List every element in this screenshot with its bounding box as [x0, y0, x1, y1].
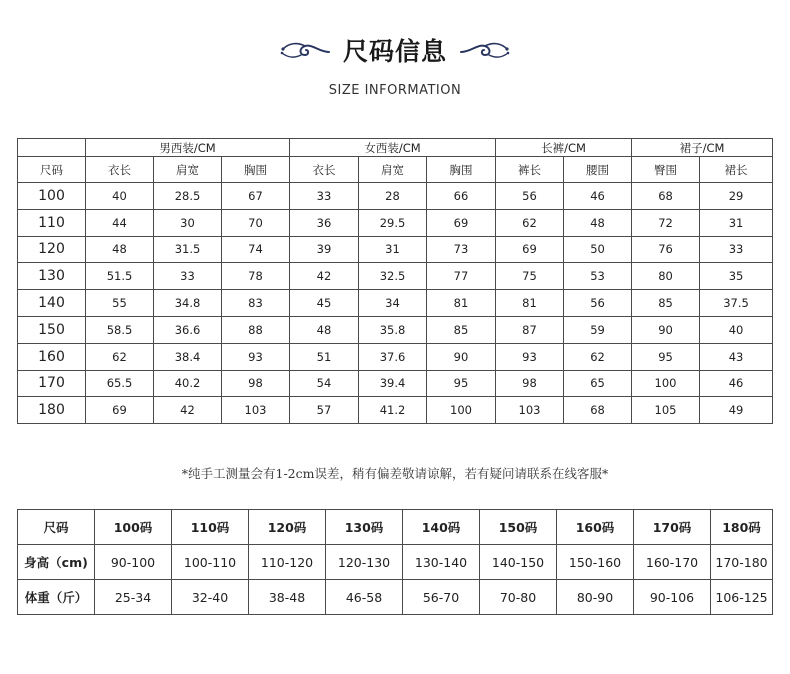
range-cell: 130-140: [403, 545, 480, 580]
range-cell: 56-70: [403, 580, 480, 615]
measurement-cell: 69: [427, 209, 496, 236]
column-header: 裤长: [496, 157, 564, 183]
weight-header-cell: 170码: [634, 510, 711, 545]
measurement-cell: 48: [290, 316, 359, 343]
size-label-cell: 100: [18, 183, 86, 210]
size-label-cell: 180: [18, 397, 86, 424]
measurement-cell: 46: [564, 183, 632, 210]
range-cell: 140-150: [480, 545, 557, 580]
weight-header-cell: 130码: [326, 510, 403, 545]
table-column-header-row: [18, 157, 773, 183]
measurement-cell: 57: [290, 397, 359, 424]
page-subtitle: SIZE INFORMATION: [328, 83, 462, 98]
measurement-cell: 34.8: [154, 290, 222, 317]
measurement-cell: 88: [222, 316, 290, 343]
measurement-cell: 69: [86, 397, 154, 424]
range-cell: 120-130: [326, 545, 403, 580]
weight-header-cell: 100码: [95, 510, 172, 545]
measurement-cell: 87: [496, 316, 564, 343]
corner-cell: [18, 139, 86, 157]
column-header: 衣长: [86, 157, 154, 183]
measurement-cell: 42: [154, 397, 222, 424]
height-weight-table: [17, 509, 773, 615]
range-cell: 150-160: [557, 545, 634, 580]
range-cell: 170-180: [711, 545, 773, 580]
measurement-cell: 74: [222, 236, 290, 263]
column-header: 臀围: [632, 157, 700, 183]
table-row: [18, 236, 773, 263]
column-header: 衣长: [290, 157, 359, 183]
table-row: [18, 370, 773, 397]
measurement-cell: 100: [427, 397, 496, 424]
weight-header-cell: 110码: [172, 510, 249, 545]
weight-header-cell: 120码: [249, 510, 326, 545]
table-group-header-row: [18, 139, 773, 157]
measurement-cell: 33: [290, 183, 359, 210]
table-row: [18, 263, 773, 290]
measurement-cell: 75: [496, 263, 564, 290]
measurement-cell: 43: [700, 343, 773, 370]
measurement-cell: 54: [290, 370, 359, 397]
measurement-cell: 48: [86, 236, 154, 263]
size-label-cell: 120: [18, 236, 86, 263]
weight-header-cell: 150码: [480, 510, 557, 545]
range-cell: 90-100: [95, 545, 172, 580]
measurement-cell: 35.8: [359, 316, 427, 343]
height-row: [18, 545, 773, 580]
measurement-cell: 105: [632, 397, 700, 424]
measurement-cell: 33: [154, 263, 222, 290]
measurement-cell: 72: [632, 209, 700, 236]
page-header: [0, 30, 790, 98]
measurement-cell: 37.6: [359, 343, 427, 370]
range-cell: 160-170: [634, 545, 711, 580]
measurement-cell: 68: [632, 183, 700, 210]
size-label-cell: 170: [18, 370, 86, 397]
group-header-skirt: 裙子/CM: [632, 139, 773, 157]
measurement-cell: 98: [222, 370, 290, 397]
measurement-cell: 34: [359, 290, 427, 317]
table-row: [18, 316, 773, 343]
size-label-cell: 160: [18, 343, 86, 370]
column-header-size: 尺码: [18, 157, 86, 183]
measurement-cell: 36.6: [154, 316, 222, 343]
measurement-cell: 103: [496, 397, 564, 424]
measurement-cell: 44: [86, 209, 154, 236]
measurement-cell: 73: [427, 236, 496, 263]
row-label-cell: 身高（cm): [18, 545, 95, 580]
measurement-cell: 80: [632, 263, 700, 290]
measurement-cell: 103: [222, 397, 290, 424]
range-cell: 46-58: [326, 580, 403, 615]
measurement-cell: 38.4: [154, 343, 222, 370]
measurement-cell: 70: [222, 209, 290, 236]
group-header-trousers: 长裤/CM: [496, 139, 632, 157]
measurement-disclaimer-note: *纯手工测量会有1-2cm误差，稍有偏差敬请谅解，若有疑问请联系在线客服*: [181, 466, 609, 481]
left-flourish-ornament: [279, 38, 331, 62]
weight-header-cell: 140码: [403, 510, 480, 545]
measurement-cell: 100: [632, 370, 700, 397]
size-measurement-table: [17, 138, 773, 424]
measurement-cell: 53: [564, 263, 632, 290]
measurement-cell: 65: [564, 370, 632, 397]
measurement-cell: 40.2: [154, 370, 222, 397]
measurement-cell: 40: [86, 183, 154, 210]
measurement-cell: 90: [427, 343, 496, 370]
measurement-cell: 56: [496, 183, 564, 210]
measurement-cell: 58.5: [86, 316, 154, 343]
weight-header-cell: 180码: [711, 510, 773, 545]
table-row: [18, 209, 773, 236]
range-cell: 110-120: [249, 545, 326, 580]
measurement-cell: 48: [564, 209, 632, 236]
range-cell: 106-125: [711, 580, 773, 615]
measurement-cell: 40: [700, 316, 773, 343]
page-title: 尺码信息: [342, 37, 447, 66]
measurement-cell: 28.5: [154, 183, 222, 210]
range-cell: 100-110: [172, 545, 249, 580]
column-header: 肩宽: [359, 157, 427, 183]
measurement-cell: 41.2: [359, 397, 427, 424]
measurement-cell: 78: [222, 263, 290, 290]
measurement-cell: 85: [632, 290, 700, 317]
column-header: 肩宽: [154, 157, 222, 183]
range-cell: 90-106: [634, 580, 711, 615]
measurement-cell: 32.5: [359, 263, 427, 290]
measurement-cell: 42: [290, 263, 359, 290]
table-row: [18, 343, 773, 370]
measurement-cell: 39.4: [359, 370, 427, 397]
size-label-cell: 150: [18, 316, 86, 343]
column-header: 胸围: [427, 157, 496, 183]
size-label-cell: 130: [18, 263, 86, 290]
group-header-womens-suit: 女西装/CM: [290, 139, 496, 157]
measurement-cell: 67: [222, 183, 290, 210]
weight-header-cell: 160码: [557, 510, 634, 545]
measurement-cell: 51.5: [86, 263, 154, 290]
measurement-cell: 81: [496, 290, 564, 317]
weight-table-header-row: [18, 510, 773, 545]
range-cell: 70-80: [480, 580, 557, 615]
measurement-cell: 51: [290, 343, 359, 370]
measurement-cell: 49: [700, 397, 773, 424]
measurement-cell: 95: [632, 343, 700, 370]
range-cell: 32-40: [172, 580, 249, 615]
measurement-cell: 95: [427, 370, 496, 397]
measurement-cell: 65.5: [86, 370, 154, 397]
measurement-cell: 35: [700, 263, 773, 290]
measurement-cell: 76: [632, 236, 700, 263]
range-cell: 38-48: [249, 580, 326, 615]
weight-table-body: [18, 545, 773, 615]
measurement-cell: 31: [359, 236, 427, 263]
size-label-cell: 140: [18, 290, 86, 317]
measurement-cell: 66: [427, 183, 496, 210]
table-row: [18, 397, 773, 424]
measurement-cell: 31: [700, 209, 773, 236]
measurement-cell: 29.5: [359, 209, 427, 236]
measurement-cell: 36: [290, 209, 359, 236]
measurement-cell: 39: [290, 236, 359, 263]
title-row: [0, 30, 790, 70]
range-cell: 80-90: [557, 580, 634, 615]
measurement-cell: 90: [632, 316, 700, 343]
measurement-cell: 37.5: [700, 290, 773, 317]
group-header-mens-suit: 男西装/CM: [86, 139, 290, 157]
row-label-cell: 体重（斤）: [18, 580, 95, 615]
size-table-body: [18, 183, 773, 424]
measurement-cell: 46: [700, 370, 773, 397]
measurement-cell: 83: [222, 290, 290, 317]
measurement-cell: 30: [154, 209, 222, 236]
right-flourish-ornament: [459, 38, 511, 62]
weight-row: [18, 580, 773, 615]
weight-header-cell: 尺码: [18, 510, 95, 545]
measurement-cell: 69: [496, 236, 564, 263]
measurement-cell: 29: [700, 183, 773, 210]
measurement-cell: 77: [427, 263, 496, 290]
measurement-cell: 50: [564, 236, 632, 263]
column-header: 胸围: [222, 157, 290, 183]
measurement-cell: 31.5: [154, 236, 222, 263]
range-cell: 25-34: [95, 580, 172, 615]
measurement-cell: 85: [427, 316, 496, 343]
measurement-cell: 59: [564, 316, 632, 343]
measurement-cell: 33: [700, 236, 773, 263]
measurement-cell: 62: [564, 343, 632, 370]
measurement-cell: 28: [359, 183, 427, 210]
measurement-cell: 56: [564, 290, 632, 317]
column-header: 腰围: [564, 157, 632, 183]
column-header: 裙长: [700, 157, 773, 183]
size-label-cell: 110: [18, 209, 86, 236]
measurement-cell: 98: [496, 370, 564, 397]
measurement-cell: 81: [427, 290, 496, 317]
table-row: [18, 290, 773, 317]
measurement-cell: 93: [222, 343, 290, 370]
measurement-cell: 45: [290, 290, 359, 317]
measurement-cell: 68: [564, 397, 632, 424]
measurement-cell: 93: [496, 343, 564, 370]
measurement-cell: 55: [86, 290, 154, 317]
table-row: [18, 183, 773, 210]
measurement-cell: 62: [496, 209, 564, 236]
measurement-cell: 62: [86, 343, 154, 370]
